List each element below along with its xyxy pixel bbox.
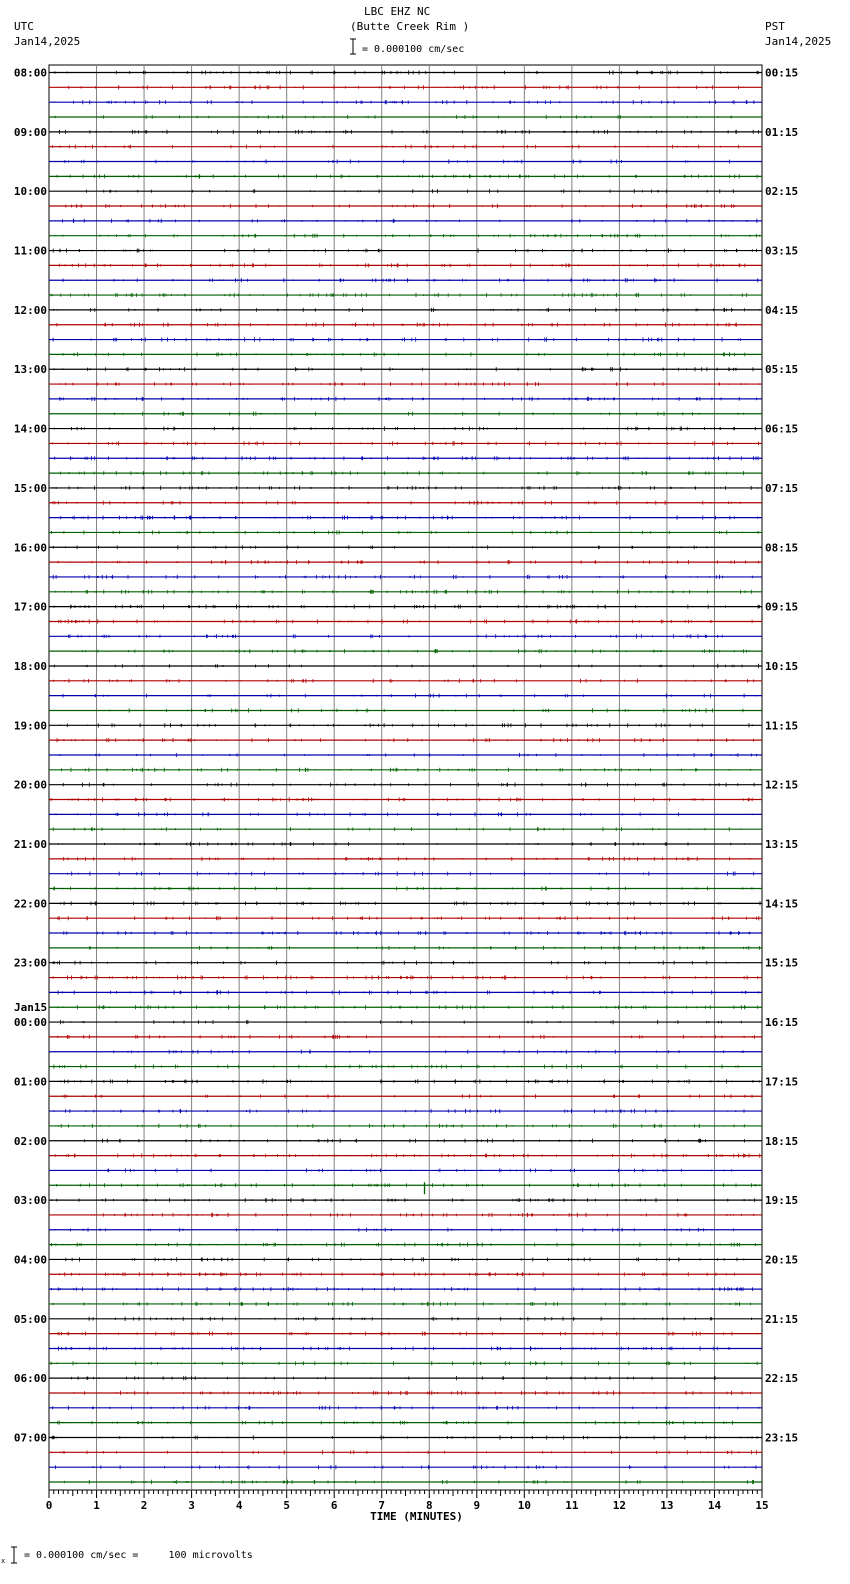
pst-hour-label: 07:15 xyxy=(765,481,799,495)
pst-hour-label: 11:15 xyxy=(765,719,799,733)
x-tick-label: 5 xyxy=(283,1499,290,1512)
x-tick-label: 15 xyxy=(755,1499,769,1512)
utc-hour-label: 22:00 xyxy=(13,897,47,911)
utc-hour-label: 09:00 xyxy=(13,125,47,139)
x-tick-label: 10 xyxy=(517,1499,531,1512)
pst-hour-label: 02:15 xyxy=(765,185,799,199)
pst-hour-label: 21:15 xyxy=(765,1312,799,1326)
pst-hour-label: 00:15 xyxy=(765,66,799,80)
pst-hour-label: 03:15 xyxy=(765,244,799,258)
scale-label: = 0.000100 cm/sec xyxy=(362,44,465,55)
calibration-bar-icon xyxy=(0,1545,18,1565)
calibration-note: = 0.000100 cm/sec = 100 microvolts xyxy=(24,1550,253,1561)
pst-hour-label: 16:15 xyxy=(765,1016,799,1030)
utc-hour-label: 19:00 xyxy=(13,719,47,733)
pst-hour-label: 19:15 xyxy=(765,1194,799,1208)
pst-hour-label: 17:15 xyxy=(765,1075,799,1089)
pst-hour-label: 14:15 xyxy=(765,897,799,911)
pst-hour-label: 12:15 xyxy=(765,778,799,792)
utc-hour-label: 08:00 xyxy=(13,66,47,80)
date-change-label: Jan15 xyxy=(14,1001,48,1015)
station-location: (Butte Creek Rim ) xyxy=(350,20,470,33)
utc-hour-label: 05:00 xyxy=(13,1312,47,1326)
pst-hour-label: 10:15 xyxy=(765,659,799,673)
left-date: Jan14,2025 xyxy=(14,35,81,48)
left-timezone: UTC xyxy=(14,20,34,33)
x-tick-label: 7 xyxy=(378,1499,386,1512)
utc-hour-label: 04:00 xyxy=(13,1253,47,1267)
utc-hour-label: 12:00 xyxy=(13,303,47,317)
utc-hour-label: 23:00 xyxy=(13,956,47,970)
x-tick-label: 13 xyxy=(660,1499,674,1512)
pst-hour-label: 23:15 xyxy=(765,1431,799,1445)
station-title: LBC EHZ NC xyxy=(364,5,431,18)
pst-hour-label: 01:15 xyxy=(765,125,799,139)
x-axis-label: TIME (MINUTES) xyxy=(370,1510,463,1523)
pst-hour-label: 05:15 xyxy=(765,363,799,377)
pst-hour-label: 20:15 xyxy=(765,1253,799,1267)
utc-hour-label: 11:00 xyxy=(13,244,47,258)
pst-hour-label: 13:15 xyxy=(765,838,799,852)
utc-hour-label: 16:00 xyxy=(13,541,47,555)
right-date: Jan14,2025 xyxy=(765,35,832,48)
x-tick-label: 14 xyxy=(707,1499,722,1512)
right-timezone: PST xyxy=(765,20,785,33)
utc-hour-label: 03:00 xyxy=(13,1194,47,1208)
pst-hour-label: 18:15 xyxy=(765,1134,799,1148)
utc-hour-label: 07:00 xyxy=(13,1431,47,1445)
utc-hour-label: 21:00 xyxy=(13,838,47,852)
utc-hour-label: 02:00 xyxy=(13,1134,47,1148)
x-tick-label: 4 xyxy=(235,1499,243,1512)
x-tick-label: 2 xyxy=(140,1499,148,1512)
utc-hour-label: 15:00 xyxy=(13,481,47,495)
x-tick-label: 9 xyxy=(473,1499,481,1512)
pst-hour-label: 08:15 xyxy=(765,541,799,555)
utc-hour-label: 17:00 xyxy=(13,600,47,614)
utc-hour-label: 01:00 xyxy=(13,1075,47,1089)
pst-hour-label: 09:15 xyxy=(765,600,799,614)
x-tick-label: 3 xyxy=(188,1499,195,1512)
pst-hour-label: 06:15 xyxy=(765,422,799,436)
pst-hour-label: 04:15 xyxy=(765,303,799,317)
utc-hour-label: 20:00 xyxy=(13,778,47,792)
pst-hour-label: 15:15 xyxy=(765,956,799,970)
svg-text:x: x xyxy=(1,1557,6,1565)
utc-hour-label: 00:00 xyxy=(13,1016,47,1030)
pst-hour-label: 22:15 xyxy=(765,1372,799,1386)
utc-hour-label: 10:00 xyxy=(13,185,47,199)
utc-hour-label: 14:00 xyxy=(13,422,47,436)
x-tick-label: 0 xyxy=(45,1499,53,1512)
x-tick-label: 11 xyxy=(565,1499,579,1512)
x-tick-label: 8 xyxy=(425,1499,433,1512)
x-tick-label: 12 xyxy=(612,1499,627,1512)
utc-hour-label: 13:00 xyxy=(13,363,47,377)
x-tick-label: 1 xyxy=(93,1499,100,1512)
utc-hour-label: 06:00 xyxy=(13,1372,47,1386)
x-tick-label: 6 xyxy=(330,1499,338,1512)
utc-hour-label: 18:00 xyxy=(13,659,47,673)
